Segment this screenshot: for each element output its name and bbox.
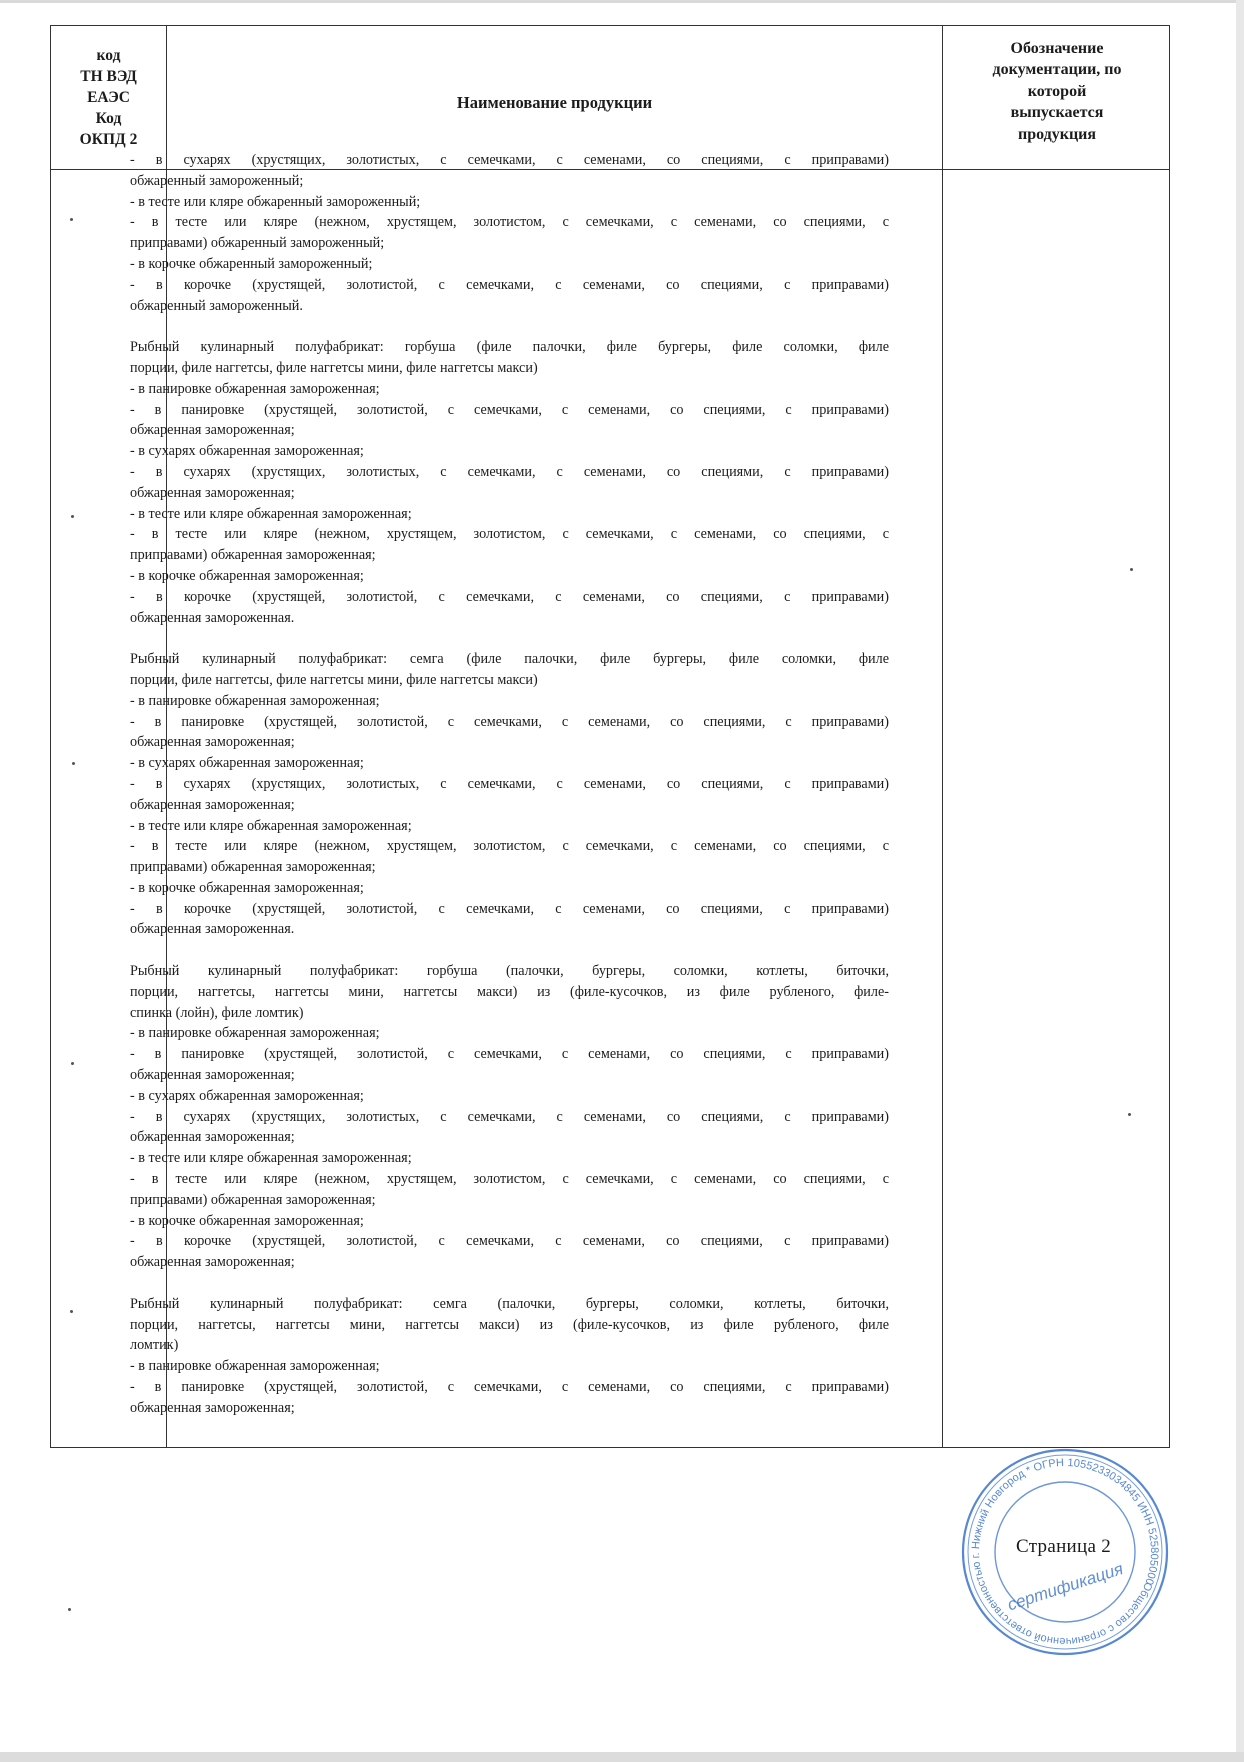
product-text-line: - в сухарях обжаренная замороженная; bbox=[130, 755, 364, 772]
header-code-line: код bbox=[96, 47, 121, 64]
product-text-line: - в корочке (хрустящей, золотистой, с семечками, с семенами, со специями, с приправами) bbox=[130, 276, 889, 293]
header-doc-line: документации, по bbox=[992, 61, 1122, 79]
product-text-line: - в сухарях обжаренная замороженная; bbox=[130, 443, 364, 460]
product-text-line: обжаренная замороженная; bbox=[130, 796, 295, 813]
product-text-line: обжаренная замороженная; bbox=[130, 484, 295, 501]
product-text-line: - в панировке обжаренная замороженная; bbox=[130, 1025, 380, 1042]
product-text-line: Рыбный кулинарный полуфабрикат: горбуша (палочки, бургеры, соломки, котлеты, биточки, bbox=[130, 963, 889, 980]
header-name-label: Наименование продукции bbox=[456, 92, 653, 112]
product-text-line: спинка (лойн), филе ломтик) bbox=[130, 1004, 304, 1021]
product-text-line: - в панировке (хрустящей, золотистой, с семечками, с семенами, со специями, с приправами) bbox=[130, 1379, 889, 1396]
product-text-line: - в тесте или кляре (нежном, хрустящем, золотистом, с семечками, с семенами, со специями, с bbox=[130, 526, 889, 543]
product-text-line: - в панировке обжаренная замороженная; bbox=[130, 380, 380, 397]
product-text-line: - в корочке обжаренный замороженный; bbox=[130, 255, 373, 272]
product-block bbox=[130, 150, 889, 316]
product-text-line: - в сухарях (хрустящих, золотистых, с семечками, с семенами, со специями, с приправами) bbox=[130, 152, 889, 168]
product-text-line: обжаренная замороженная; bbox=[130, 422, 295, 439]
scan-speck bbox=[68, 1608, 71, 1611]
header-doc-line: выпускается bbox=[1010, 104, 1104, 122]
product-text-line: - в сухарях обжаренная замороженная; bbox=[130, 1087, 364, 1104]
header-code-line: Код bbox=[95, 110, 122, 127]
product-text-line: - в тесте или кляре (нежном, хрустящем, золотистом, с семечками, с семенами, со специями, с bbox=[130, 838, 889, 855]
product-text-line: порции, наггетсы, наггетсы мини, наггетсы макси) из (филе-кусочков, из филе рубленого, филе bbox=[130, 1316, 889, 1333]
product-text-line: приправами) обжаренная замороженная; bbox=[130, 547, 376, 564]
product-text-line: - в панировке обжаренная замороженная; bbox=[130, 1358, 380, 1375]
scan-speck bbox=[72, 762, 75, 765]
seal-inner-text: сертификация bbox=[1005, 1559, 1126, 1615]
page-number-caption: Страница 2 bbox=[1016, 1536, 1112, 1557]
header-code-line: ОКПД 2 bbox=[79, 131, 138, 148]
product-block bbox=[130, 337, 889, 628]
product-text-line: - в сухарях (хрустящих, золотистых, с семечками, с семенами, со специями, с приправами) bbox=[130, 1108, 889, 1125]
product-text-line: Рыбный кулинарный полуфабрикат: горбуша (филе палочки, филе бургеры, филе соломки, филе bbox=[130, 339, 889, 356]
scan-speck bbox=[71, 1062, 74, 1065]
product-text-line: - в корочке (хрустящей, золотистой, с семечками, с семенами, со специями, с приправами) bbox=[130, 900, 889, 917]
header-doc-column bbox=[943, 26, 1171, 169]
product-text-line: Рыбный кулинарный полуфабрикат: семга (филе палочки, филе бургеры, филе соломки, филе bbox=[130, 651, 889, 668]
product-text-line: приправами) обжаренная замороженная; bbox=[130, 1191, 376, 1208]
product-text-line: обжаренная замороженная; bbox=[130, 734, 295, 751]
product-description-cell bbox=[130, 150, 889, 1419]
scan-edge-top bbox=[0, 0, 1244, 3]
product-text-line: - в тесте или кляре обжаренная замороженная; bbox=[130, 817, 412, 834]
product-text-line: обжаренная замороженная; bbox=[130, 1254, 295, 1271]
product-text-line: - в тесте или кляре обжаренный замороженный; bbox=[130, 193, 421, 210]
product-text-line: обжаренный замороженный; bbox=[130, 172, 304, 189]
header-name-column bbox=[167, 26, 942, 169]
product-text-line: Рыбный кулинарный полуфабрикат: семга (палочки, бургеры, соломки, котлеты, биточки, bbox=[130, 1295, 889, 1312]
product-text-line: обжаренная замороженная. bbox=[130, 609, 295, 626]
scan-edge-bottom bbox=[0, 1752, 1244, 1762]
product-text-line: обжаренный замороженный. bbox=[130, 297, 303, 314]
header-doc-line: продукция bbox=[1017, 125, 1097, 143]
product-text-line: - в корочке обжаренная замороженная; bbox=[130, 1212, 364, 1229]
product-text-line: - в панировке (хрустящей, золотистой, с семечками, с семенами, со специями, с приправами) bbox=[130, 1046, 889, 1063]
product-text-line: - в корочке обжаренная замороженная; bbox=[130, 879, 364, 896]
seal-outer-text: Общество с ограниченной ответственностью г. Нижний Новгород * ОГРН 1055233034845 ИНН 5258050000 bbox=[969, 1456, 1161, 1648]
product-block bbox=[130, 649, 889, 940]
header-doc-line: Обозначение bbox=[1010, 39, 1104, 57]
product-text-line: - в тесте или кляре (нежном, хрустящем, золотистом, с семечками, с семенами, со специями, с bbox=[130, 1171, 889, 1188]
scan-edge-right bbox=[1236, 0, 1244, 1762]
product-text-line: - в тесте или кляре обжаренная замороженная; bbox=[130, 1150, 412, 1167]
product-text-line: порции, наггетсы, наггетсы мини, наггетсы макси) из (филе-кусочков, из филе рубленого, филе- bbox=[130, 983, 889, 1000]
product-text-line: - в сухарях (хрустящих, золотистых, с семечками, с семенами, со специями, с приправами) bbox=[130, 463, 889, 480]
product-text-line: порции, филе наггетсы, филе наггетсы мини, филе наггетсы макси) bbox=[130, 359, 538, 376]
product-block bbox=[130, 1294, 889, 1419]
product-text-line: - в корочке (хрустящей, золотистой, с семечками, с семенами, со специями, с приправами) bbox=[130, 1233, 889, 1250]
scan-speck bbox=[70, 1310, 73, 1313]
product-text-line: приправами) обжаренная замороженная; bbox=[130, 859, 376, 876]
scan-speck bbox=[71, 515, 74, 518]
product-text-line: - в корочке (хрустящей, золотистой, с семечками, с семенами, со специями, с приправами) bbox=[130, 588, 889, 605]
product-block bbox=[130, 961, 889, 1273]
table-divider-doc bbox=[942, 26, 943, 1447]
header-code-column bbox=[51, 26, 166, 169]
product-text-line: - в тесте или кляре (нежном, хрустящем, золотистом, с семечками, с семенами, со специями, с bbox=[130, 214, 889, 231]
scan-speck bbox=[70, 218, 73, 221]
header-doc-line: которой bbox=[1027, 82, 1087, 100]
product-text-line: - в панировке обжаренная замороженная; bbox=[130, 692, 380, 709]
product-text-line: обжаренная замороженная. bbox=[130, 921, 295, 938]
scan-speck bbox=[1130, 568, 1133, 571]
product-text-line: - в сухарях (хрустящих, золотистых, с семечками, с семенами, со специями, с приправами) bbox=[130, 775, 889, 792]
product-text-line: - в тесте или кляре обжаренная замороженная; bbox=[130, 505, 412, 522]
header-code-line: ЕАЭС bbox=[87, 89, 130, 106]
scan-speck bbox=[1128, 1113, 1131, 1116]
product-text-line: - в корочке обжаренная замороженная; bbox=[130, 567, 364, 584]
product-text-line: - в панировке (хрустящей, золотистой, с семечками, с семенами, со специями, с приправами) bbox=[130, 713, 889, 730]
header-code-line: ТН ВЭД bbox=[80, 68, 137, 85]
product-text-line: ломтик) bbox=[130, 1337, 179, 1354]
product-text-line: обжаренная замороженная; bbox=[130, 1067, 295, 1084]
product-text-line: порции, филе наггетсы, филе наггетсы мини, филе наггетсы макси) bbox=[130, 671, 538, 688]
product-text-line: обжаренная замороженная; bbox=[130, 1399, 295, 1416]
product-text-line: обжаренная замороженная; bbox=[130, 1129, 295, 1146]
product-text-line: приправами) обжаренный замороженный; bbox=[130, 235, 385, 252]
product-text-line: - в панировке (хрустящей, золотистой, с семечками, с семенами, со специями, с приправами) bbox=[130, 401, 889, 418]
